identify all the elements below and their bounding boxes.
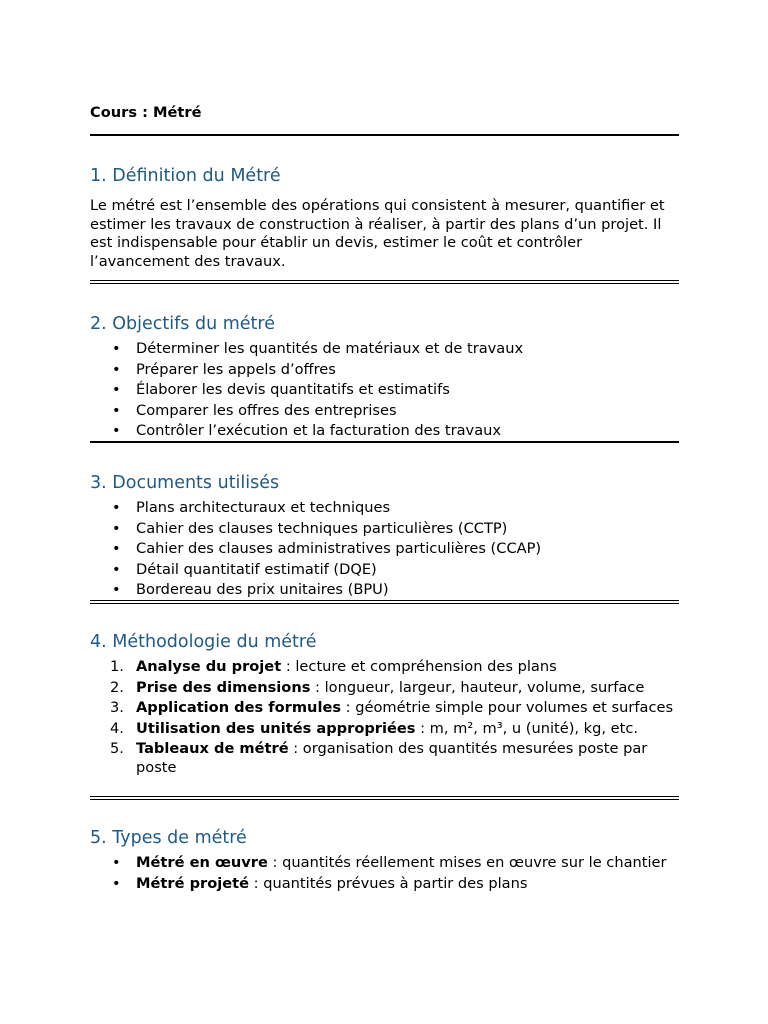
bullet-marker: • [112,874,121,892]
types-list [90,853,679,894]
list-number: 4. [110,719,124,737]
list-item-term: Utilisation des unités appropriées [136,719,416,737]
methodology-list [90,657,679,779]
list-item-text: : m, m², m³, u (unité), kg, etc. [415,719,639,737]
list-item-term: Métré en œuvre [136,854,268,871]
list-item [90,539,679,558]
list-item-text: Contrôler l’exécution et la facturation des travaux [136,422,502,439]
list-item [90,360,679,379]
list-item [90,719,679,738]
bullet-marker: • [112,401,121,419]
section-4-heading: 4. Méthodologie du métré [90,632,317,652]
section-1-paragraph: Le métré est l’ensemble des opérations qui consistent à mesurer, quantifier et estimer les travaux de construction à réaliser, à partir des plans d’un projet. Il est indispensable pour établir un devis, estimer le coût et contrôler l’avancement des travaux. [90,197,665,270]
objectives-list [90,339,679,442]
list-item [90,498,679,517]
title-divider [90,134,679,136]
list-item-text: Déterminer les quantités de matériaux et de travaux [136,340,524,357]
section-2-divider [90,441,679,443]
list-item-text: : longueur, largeur, hauteur, volume, surface [310,678,645,696]
bullet-marker: • [112,340,121,357]
list-item-text: Élaborer les devis quantitatifs et estimatifs [136,381,450,398]
list-item [90,519,679,538]
list-item [90,401,679,420]
list-item-term: Application des formules [136,699,342,716]
bullet-marker: • [112,581,121,598]
list-item-term: Prise des dimensions [136,678,311,696]
list-item-text: Bordereau des prix unitaires (BPU) [136,581,389,598]
list-item-text: : géométrie simple pour volumes et surfaces [341,699,674,716]
bullet-marker: • [112,540,121,557]
list-number: 2. [110,678,124,696]
list-item-text: Détail quantitatif estimatif (DQE) [136,560,377,578]
list-item [90,853,679,872]
list-item [90,339,679,358]
list-item [90,560,679,579]
bullet-marker: • [112,360,121,378]
list-item-text: : organisation des quantités mesurées poste par poste [136,740,648,776]
list-number: 1. [110,658,124,675]
section-1-heading: 1. Définition du Métré [90,166,281,186]
list-item-text: Comparer les offres des entreprises [136,401,397,419]
list-item-term: Analyse du projet [136,658,282,675]
list-item-text: Plans architecturaux et techniques [136,499,391,516]
section-4-divider [90,796,679,800]
list-item [90,657,679,676]
bullet-marker: • [112,519,121,537]
section-2-heading: 2. Objectifs du métré [90,314,275,334]
list-item [90,874,679,893]
list-item-text: : quantités prévues à partir des plans [249,874,528,892]
documents-list [90,498,679,601]
list-number: 3. [110,699,124,716]
list-item-text: Cahier des clauses administratives particulières (CCAP) [136,540,542,557]
bullet-marker: • [112,499,121,516]
list-item-text: : lecture et compréhension des plans [281,658,557,675]
bullet-marker: • [112,560,121,578]
list-item-text: Préparer les appels d’offres [136,360,336,378]
section-3-divider [90,600,679,604]
list-number: 5. [110,740,124,757]
list-item [90,698,679,717]
bullet-marker: • [112,422,121,439]
list-item [90,739,679,777]
list-item-term: Tableaux de métré [136,740,289,757]
document-title: Cours : Métré [90,104,202,121]
list-item [90,678,679,697]
section-1-divider [90,280,679,284]
list-item-text: : quantités réellement mises en œuvre sur le chantier [267,854,667,871]
list-item [90,580,679,599]
section-5-heading: 5. Types de métré [90,828,247,848]
list-item-term: Métré projeté [136,874,250,892]
list-item-text: Cahier des clauses techniques particulières (CCTP) [136,519,508,537]
section-3-heading: 3. Documents utilisés [90,473,280,493]
bullet-marker: • [112,381,121,398]
list-item [90,421,679,440]
bullet-marker: • [112,854,121,871]
list-item [90,380,679,399]
